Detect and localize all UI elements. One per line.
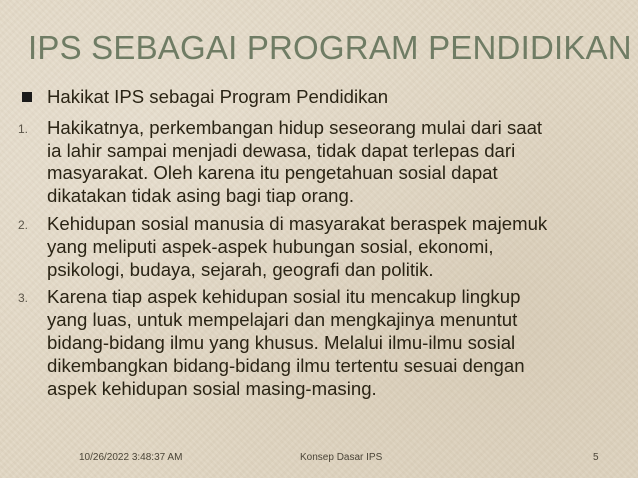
footer-page-number: 5 bbox=[593, 452, 599, 463]
slide-title: IPS SEBAGAI PROGRAM PENDIDIKAN bbox=[28, 29, 632, 66]
list-item bbox=[0, 213, 638, 281]
slide-content bbox=[0, 86, 638, 405]
list-item-text: Karena tiap aspek kehidupan sosial itu mencakup lingkup yang luas, untuk mempelajari dan mengkajinya menuntut bidang-bidang ilmu yang khusus. Melalui ilmu-ilmu sosial dikembangkan bidang-bidang ilmu tertentu sesuai dengan aspek kehidupan sosial masing-masing. bbox=[47, 286, 525, 399]
list-item-text: Kehidupan sosial manusia di masyarakat beraspek majemuk yang meliputi aspek-aspek hubungan sosial, ekonomi, psikologi, budaya, sejarah, geografi dan politik. bbox=[47, 212, 548, 280]
footer-date: 10/26/2022 3:48:37 AM bbox=[79, 452, 183, 463]
list-item bbox=[0, 117, 638, 208]
bullet-heading bbox=[0, 86, 638, 109]
square-bullet-icon bbox=[22, 92, 32, 102]
list-item bbox=[0, 286, 638, 400]
list-item-text: Hakikatnya, perkembangan hidup seseorang mulai dari saat ia lahir sampai menjadi dewasa, tidak dapat terlepas dari masyarakat. Oleh karena itu pengetahuan sosial dapat dikatakan tidak asing bagi tiap orang. bbox=[47, 116, 543, 207]
list-item-number: 3. bbox=[18, 291, 29, 306]
list-item-number: 2. bbox=[18, 217, 29, 232]
list-item-number: 1. bbox=[18, 121, 29, 136]
bullet-heading-text: Hakikat IPS sebagai Program Pendidikan bbox=[47, 86, 389, 107]
slide-footer bbox=[0, 452, 638, 468]
footer-title: Konsep Dasar IPS bbox=[300, 452, 383, 463]
